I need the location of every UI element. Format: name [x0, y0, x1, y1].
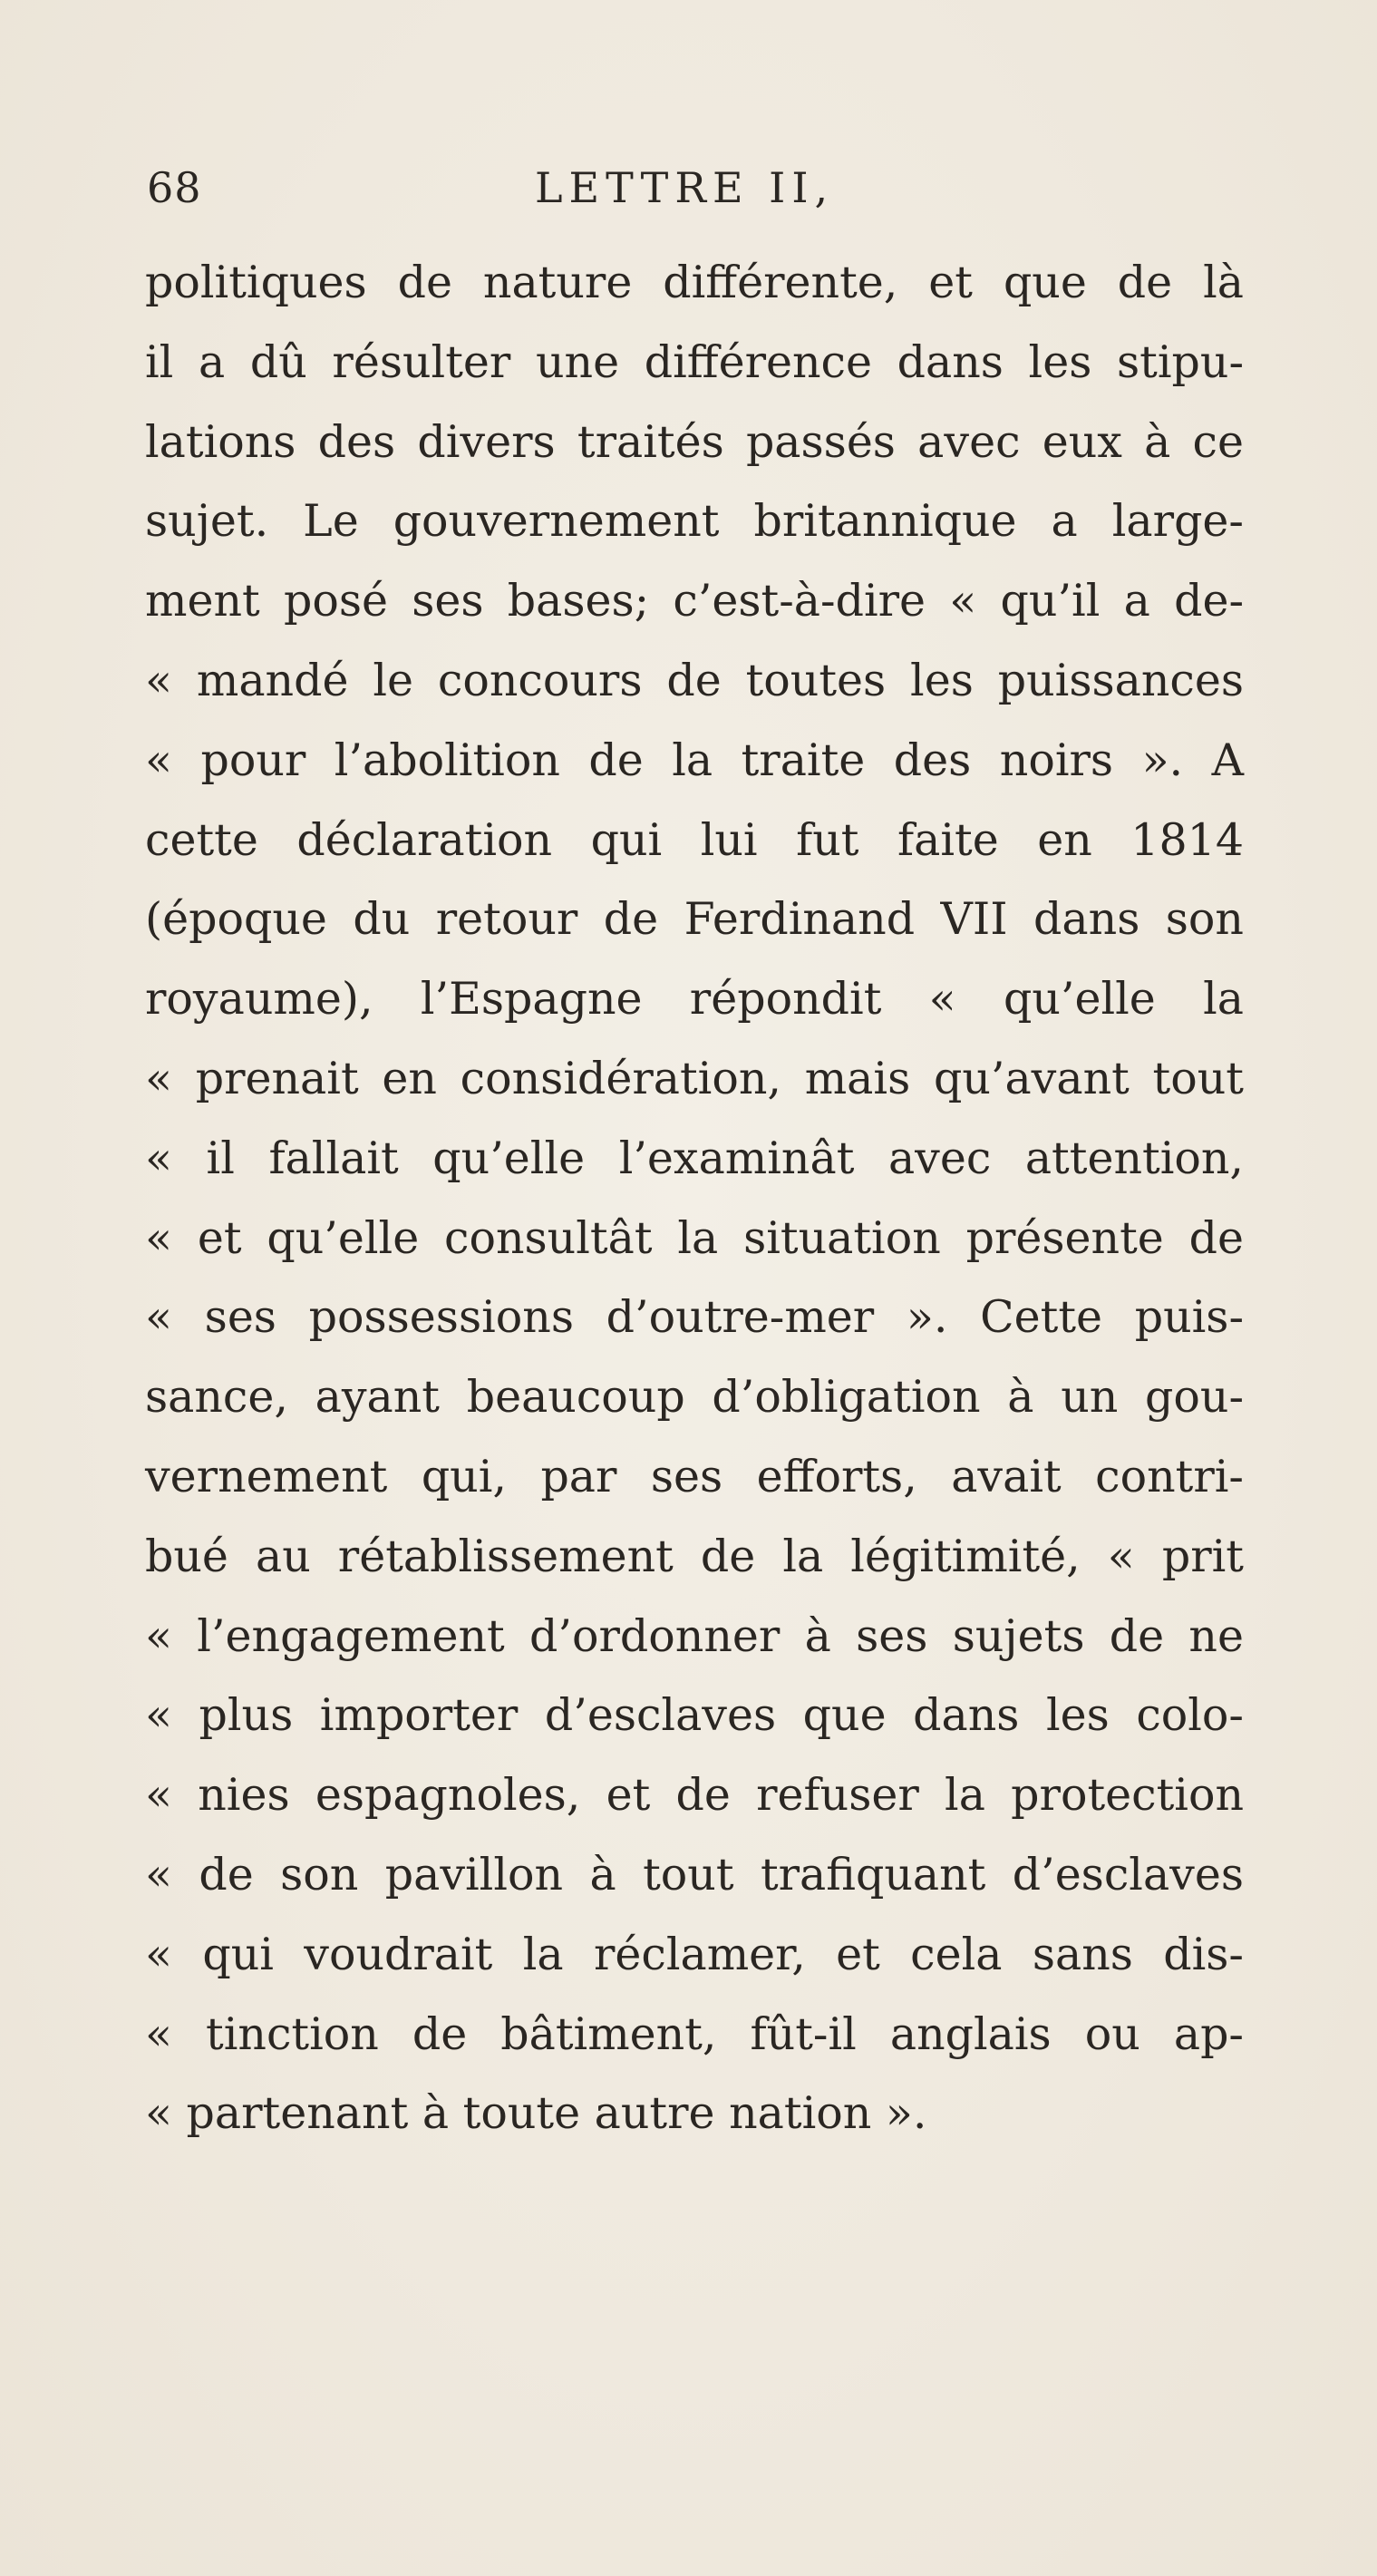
text-line: « prenait en considération, mais qu’avant tout [145, 1052, 1244, 1104]
text-line: lations des divers traités passés avec eux à ce [145, 415, 1244, 468]
text-line: « il fallait qu’elle l’examinât avec attention, [145, 1132, 1244, 1184]
text-line: (époque du retour de Ferdinand VII dans son [145, 893, 1244, 946]
running-title: LETTRE II, [535, 163, 835, 212]
text-line: « mandé le concours de toutes les puissances [145, 654, 1244, 706]
text-line: sance, ayant beaucoup d’obligation à un gou- [145, 1371, 1244, 1424]
text-line: cette déclaration qui lui fut faite en 1814 [145, 813, 1244, 866]
text-line: ment posé ses bases; c’est-à-dire « qu’il a de- [145, 575, 1244, 627]
text-line: « pour l’abolition de la traite des noirs ». A [145, 734, 1244, 786]
text-line: « de son pavillon à tout trafiquant d’esclaves [145, 1848, 1244, 1900]
text-line: il a dû résulter une différence dans les stipu- [145, 335, 1244, 388]
body-text [145, 243, 1244, 2153]
text-line: bué au rétablissement de la légitimité, « prit [145, 1530, 1244, 1582]
page-number: 68 [147, 163, 202, 212]
text-line: « ses possessions d’outre-mer ». Cette puis- [145, 1291, 1244, 1344]
text-line: « l’engagement d’ordonner à ses sujets de ne [145, 1609, 1244, 1662]
text-line: « partenant à toute autre nation ». [145, 2087, 927, 2140]
text-line: « plus importer d’esclaves que dans les colo- [145, 1689, 1244, 1742]
page-header [147, 163, 1235, 227]
text-line: « et qu’elle consultât la situation présente de [145, 1211, 1244, 1264]
text-line: politiques de nature différente, et que de là [145, 257, 1244, 308]
text-line: royaume), l’Espagne répondit « qu’elle la [145, 973, 1244, 1026]
text-line: « tinction de bâtiment, fût-il anglais ou ap- [145, 2007, 1244, 2060]
text-line: « nies espagnoles, et de refuser la protection [145, 1769, 1244, 1822]
text-line: sujet. Le gouvernement britannique a large- [145, 495, 1244, 548]
text-line: « qui voudrait la réclamer, et cela sans dis- [145, 1928, 1244, 1980]
text-line: vernement qui, par ses efforts, avait contri- [145, 1450, 1244, 1502]
